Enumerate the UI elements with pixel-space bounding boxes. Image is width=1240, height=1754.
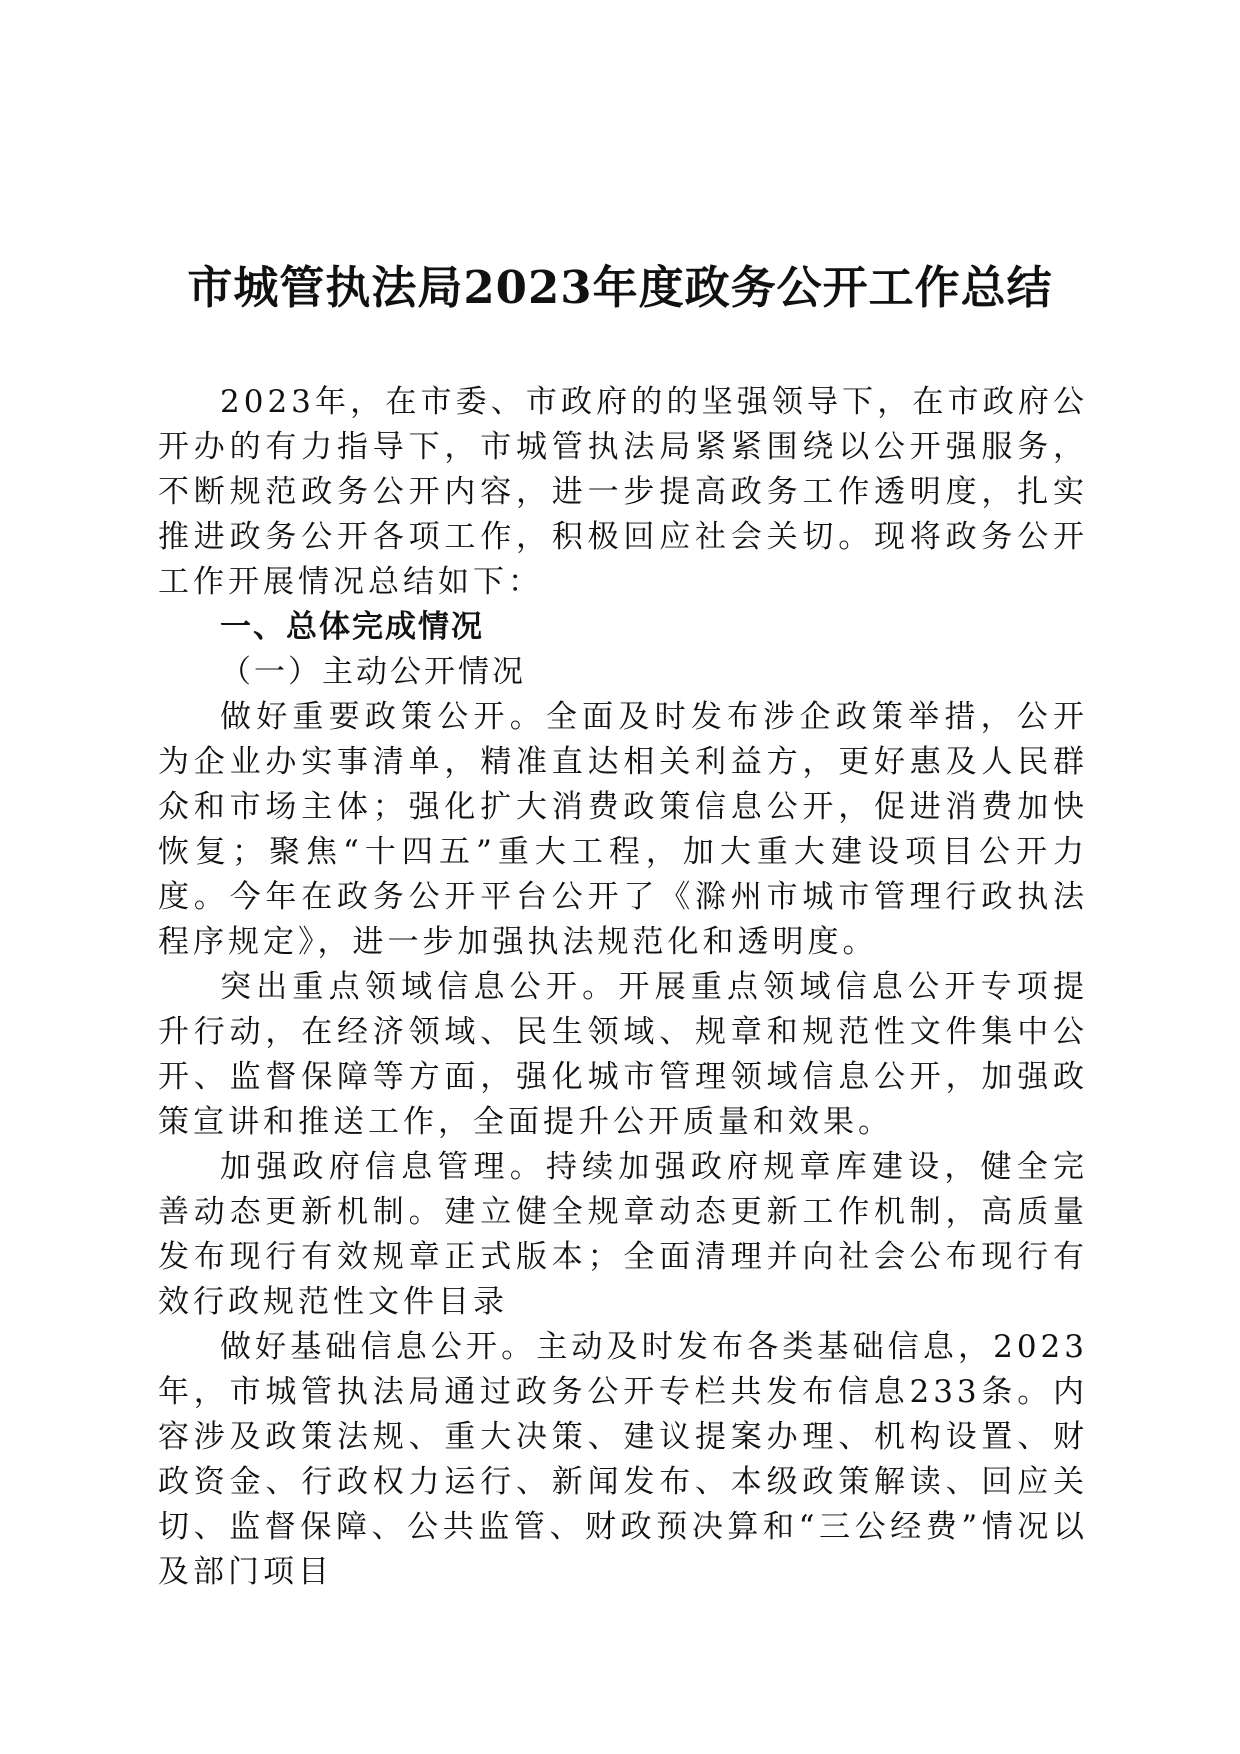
intro-paragraph: 2023年，在市委、市政府的的坚强领导下，在市政府公开办的有力指导下，市城管执法局紧紧围绕以公开强服务，不断规范政务公开内容，进一步提高政务工作透明度，扎实推进政务公开各项工作，积极回应社会关切。现将政务公开工作开展情况总结如下： bbox=[158, 384, 1088, 600]
subsection-heading: （一）主动公开情况 bbox=[220, 654, 526, 690]
section-heading: 一、总体完成情况 bbox=[220, 609, 484, 645]
document-title: 市城管执法局2023年度政务公开工作总结 bbox=[187, 261, 1053, 314]
body-paragraph: 加强政府信息管理。持续加强政府规章库建设，健全完善动态更新机制。建立健全规章动态更新工作机制，高质量发布现行有效规章正式版本；全面清理并向社会公布现行有效行政规范性文件目录 bbox=[158, 1149, 1088, 1320]
body-paragraph: 突出重点领域信息公开。开展重点领域信息公开专项提升行动，在经济领域、民生领域、规章和规范性文件集中公开、监督保障等方面，强化城市管理领域信息公开，加强政策宣讲和推送工作，全面提升公开质量和效果。 bbox=[158, 969, 1088, 1140]
document-body bbox=[158, 380, 1088, 1595]
body-paragraph: 做好基础信息公开。主动及时发布各类基础信息，2023年，市城管执法局通过政务公开专栏共发布信息233条。内容涉及政策法规、重大决策、建议提案办理、机构设置、财政资金、行政权力运行、新闻发布、本级政策解读、回应关切、监督保障、公共监管、财政预决算和“三公经费”情况以及部门项目 bbox=[158, 1329, 1088, 1590]
body-paragraph: 做好重要政策公开。全面及时发布涉企政策举措，公开为企业办实事清单，精准直达相关利益方，更好惠及人民群众和市场主体；强化扩大消费政策信息公开，促进消费加快恢复；聚焦“十四五”重大工程，加大重大建设项目公开力度。今年在政务公开平台公开了《滁州市城市管理行政执法程序规定》，进一步加强执法规范化和透明度。 bbox=[158, 699, 1088, 960]
